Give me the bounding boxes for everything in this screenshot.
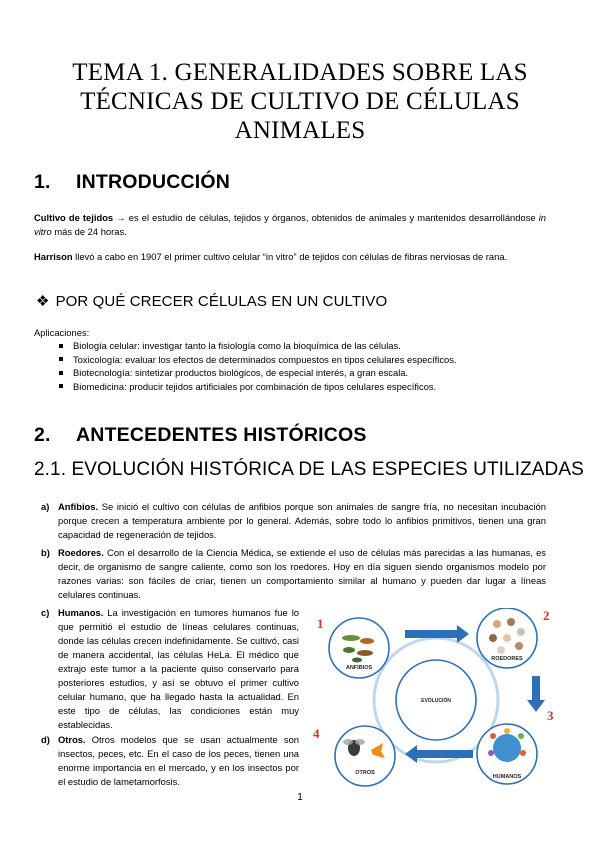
subsection-heading: 2.1. EVOLUCIÓN HISTÓRICA DE LAS ESPECIES UTILIZADAS <box>34 459 584 480</box>
rodent-icon <box>503 634 511 642</box>
person-icon <box>520 750 526 756</box>
rodent-icon <box>489 634 497 642</box>
node-humanos <box>477 724 537 784</box>
item-title: Roedores. <box>58 547 104 558</box>
arrow-down-icon <box>527 676 545 712</box>
page-title <box>40 58 560 145</box>
item-label: d) <box>41 734 50 745</box>
node-number: 3 <box>547 708 554 723</box>
list-item-anfibios <box>34 500 546 542</box>
node-label: ANFIBIOS <box>345 665 373 671</box>
subheading-why-culture <box>36 292 387 310</box>
list-item: Biología celular: investigar tanto la fisiología como la bioquímica de las células. <box>34 339 554 352</box>
amphibian-icon <box>352 658 362 663</box>
list-item-otros <box>34 733 299 789</box>
harrison-text: llevó a cabo en 1907 el primer cultivo celular “in vitro” de tejidos con células de fibras nerviosas de rana. <box>72 251 508 262</box>
list-item-humanos <box>34 606 299 732</box>
intro-text-b: más de 24 horas. <box>51 226 127 237</box>
node-label: OTROS <box>355 770 375 776</box>
node-number: 4 <box>313 726 320 741</box>
term-cultivo-tejidos: Cultivo de tejidos <box>34 212 114 223</box>
applications-list <box>34 339 554 393</box>
person-icon <box>504 728 510 734</box>
fly-wing-icon <box>343 739 353 745</box>
amphibian-icon <box>360 638 374 644</box>
title-line-1: TEMA 1. GENERALIDADES SOBRE LAS <box>72 59 528 86</box>
item-title: Anfibios. <box>58 501 99 512</box>
item-label: a) <box>41 501 50 512</box>
node-label: HUMANOS <box>492 774 522 780</box>
node-otros <box>335 726 395 786</box>
list-item-roedores <box>34 546 546 602</box>
rodent-icon <box>517 628 525 636</box>
term-in-vitro: in vitro <box>34 212 546 237</box>
intro-paragraph-2 <box>34 250 546 264</box>
item-text: Otros modelos que se usan actualmente son insectos, peces, etc. En el caso de los peces, tienen una enorme importancia en el mercado, y en los insectos por el estudio de lametamorfosis. <box>58 734 299 787</box>
section-number: 1. <box>34 171 51 193</box>
list-item: Biomedicina: producir tejidos artificiales por combinación de tipos celulares específicos. <box>34 380 554 393</box>
title-line-2: TÉCNICAS DE CULTIVO DE CÉLULAS <box>80 88 520 115</box>
evolution-diagram <box>307 608 565 792</box>
diamond-bullet-icon: ❖ <box>36 293 50 310</box>
center-label: EVOLUCIÓN <box>421 698 451 704</box>
term-harrison: Harrison <box>34 251 73 262</box>
amphibian-icon <box>357 650 373 656</box>
fly-wing-icon <box>355 739 365 745</box>
rodent-icon <box>493 620 501 628</box>
evolution-diagram-svg <box>307 608 565 792</box>
page-number: 1 <box>297 792 303 803</box>
list-item: Biotecnología: sintetizar productos biológicos, de especial interés, a gran escala. <box>34 366 554 379</box>
section-title: ANTECEDENTES HISTÓRICOS <box>76 424 367 446</box>
item-text: Con el desarrollo de la Ciencia Médica, se extiende el uso de células más parecidas a las humanas, es decir, de organismo de sangre caliente, como son los roedores. Hoy en día siguen siendo organismos modelo por razones varias: son fáciles de criar, tienen un comportamiento similar al humano y pueden dar lugar a líneas celulares continuas. <box>58 547 546 600</box>
section-heading-intro <box>34 171 230 194</box>
person-icon <box>488 750 494 756</box>
rodent-icon <box>497 646 505 654</box>
section-heading-history <box>34 424 367 447</box>
arrow-glyph: → <box>113 212 129 223</box>
globe-icon <box>493 734 521 762</box>
rodent-icon <box>507 618 515 626</box>
person-icon <box>490 733 496 739</box>
node-label: ROEDORES <box>491 656 523 662</box>
item-text: La investigación en tumores humanos fue lo que permitió el estudio de líneas celulares continuas, donde las células crecen indefinidamente. Se cultivó, casi de manera accidental, las células HeLa. El médico que extrajo este tumor a la paciente quiso conservarlo para posteriores estudios, y así se obtuvo el primer cultivo celular humano, que ha llegado hasta la actualidad. En este tipo de células, las condiciones están muy establecidas. <box>58 607 299 730</box>
title-line-3: ANIMALES <box>234 117 366 144</box>
item-title: Humanos. <box>58 607 104 618</box>
list-item: Toxicología: evaluar los efectos de determinados compuestos en tipos celulares específicos. <box>34 353 554 366</box>
node-number: 2 <box>543 608 550 623</box>
amphibian-icon <box>343 647 355 653</box>
intro-text-a: es el estudio de células, tejidos y órganos, obtenidos de animales y mantenidos desarrollándose <box>128 212 539 223</box>
section-title: INTRODUCCIÓN <box>76 171 231 193</box>
item-title: Otros. <box>58 734 86 745</box>
item-label: c) <box>41 607 50 618</box>
applications-label: Aplicaciones: <box>34 327 90 338</box>
arrow-left-icon <box>405 745 473 763</box>
node-roedores <box>477 608 537 668</box>
subheading-text: POR QUÉ CRECER CÉLULAS EN UN CULTIVO <box>55 293 388 310</box>
amphibian-icon <box>342 635 360 641</box>
applications-block <box>34 326 554 393</box>
item-label: b) <box>41 547 50 558</box>
item-text: Se inició el cultivo con células de anfibios porque son animales de sangre fría, no necesitan incubación porque crecen a temperatura ambiente por lo general. Además, sobre todo lo anfibios primitivos, tienen una gran capacidad de regeneración de tejidos. <box>58 501 546 540</box>
rodent-icon <box>515 642 523 650</box>
section-number: 2. <box>34 424 51 446</box>
node-anfibios <box>329 618 389 678</box>
node-number: 1 <box>317 616 324 631</box>
intro-paragraph-1 <box>34 211 546 239</box>
person-icon <box>518 733 524 739</box>
